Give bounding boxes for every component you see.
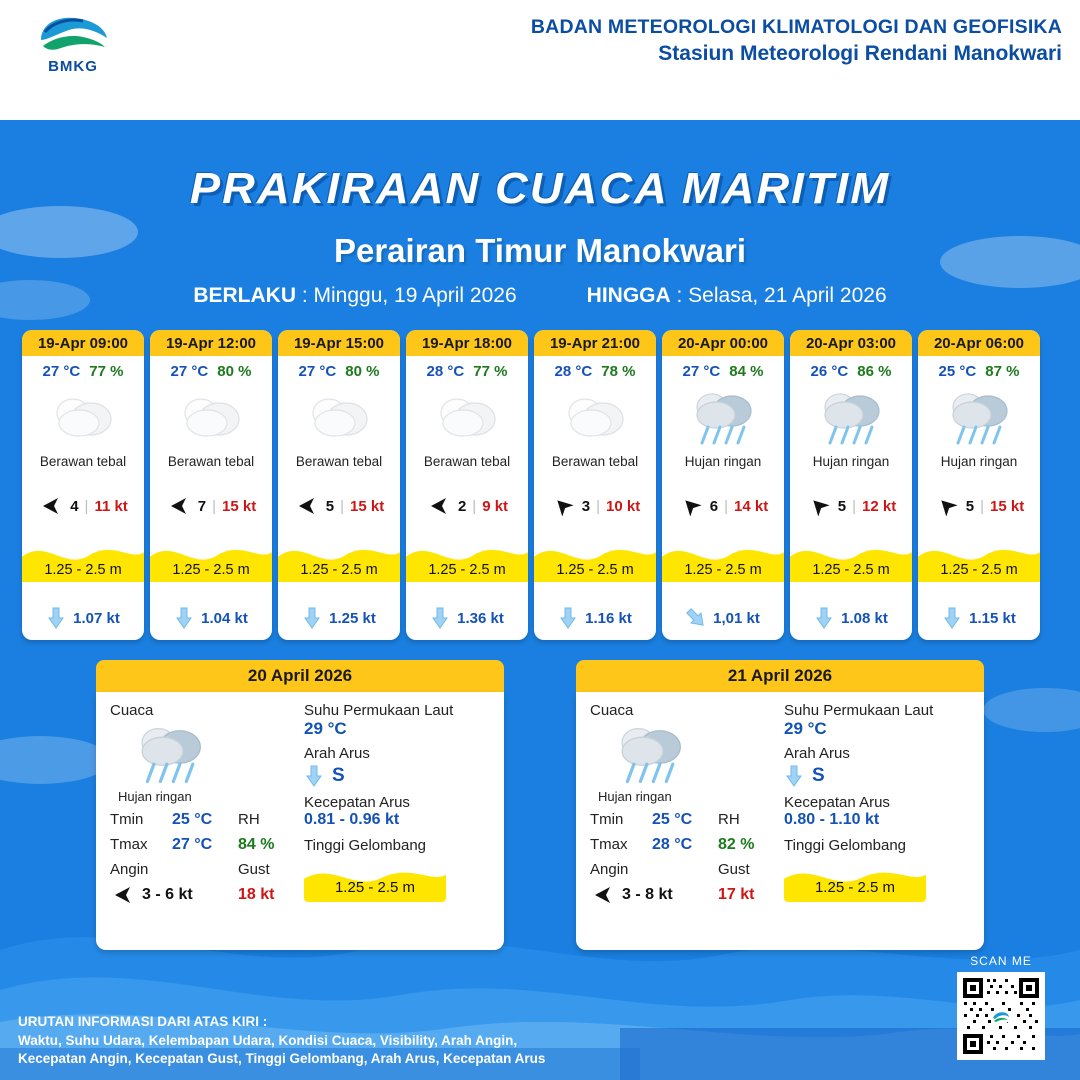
rain-icon: [128, 721, 212, 788]
card-current-speed: 1.04 kt: [201, 609, 248, 627]
card-wind-speed: 15 kt: [990, 497, 1025, 515]
daily-wave-label: Tinggi Gelombang: [784, 837, 907, 854]
card-humidity: 77 %: [89, 363, 124, 380]
daily-tmin-label: Tmin: [590, 811, 624, 828]
daily-tmax-row: [110, 829, 298, 854]
daily-rh-value: 82 %: [718, 836, 755, 853]
daily-forecast-panel: [96, 660, 504, 950]
daily-wind-value-wrap: [590, 885, 708, 905]
card-temp-rh: [918, 356, 1040, 382]
daily-condition: Hujan ringan: [118, 789, 192, 804]
card-temperature: 28 °C: [554, 363, 593, 380]
hourly-forecast-card: [790, 330, 912, 640]
card-humidity: 84 %: [729, 363, 764, 380]
rain-icon: [940, 387, 1018, 449]
daily-current-dir-value: S: [332, 765, 345, 786]
card-temperature: 27 °C: [298, 363, 337, 380]
daily-current-dir-row: [784, 764, 970, 788]
card-wind-speed: 12 kt: [862, 497, 897, 515]
valid-to-value: : Selasa, 21 April 2026: [676, 284, 887, 307]
card-current: [534, 606, 656, 630]
daily-tmax-value: 28 °C: [652, 836, 693, 853]
wind-direction-icon: [166, 496, 192, 516]
legend-line-1: Waktu, Suhu Udara, Kelembapan Udara, Kondisi Cuaca, Visibility, Arah Angin,: [18, 1032, 518, 1048]
card-condition: Berawan tebal: [295, 454, 383, 469]
daily-gust-label: Gust: [238, 861, 270, 878]
card-temperature: 27 °C: [170, 363, 209, 380]
card-wind-speed: 15 kt: [222, 497, 257, 515]
card-current-speed: 1.07 kt: [73, 609, 120, 627]
hourly-forecast-card: [406, 330, 528, 640]
valid-from-value: : Minggu, 19 April 2026: [301, 284, 517, 307]
daily-wind-label-wrap: [110, 861, 228, 878]
hourly-forecast-card: [662, 330, 784, 640]
daily-tmax-row: [590, 829, 778, 854]
cloudy-icon: [559, 389, 631, 447]
daily-tmin: [110, 811, 228, 829]
daily-body: [96, 692, 504, 950]
valid-to: [587, 284, 887, 308]
page-header: [0, 0, 1080, 100]
card-wind-value: 5: [325, 497, 335, 515]
current-direction-icon: [304, 764, 324, 788]
card-wind-speed: 14 kt: [734, 497, 769, 515]
scan-me-block[interactable]: [952, 954, 1050, 1060]
daily-gust-value: 17 kt: [718, 886, 755, 903]
card-wave-height: 1.25 - 2.5 m: [428, 562, 506, 578]
card-condition: Hujan ringan: [940, 454, 1018, 469]
daily-wind-value: 3 - 6 kt: [142, 886, 193, 903]
daily-wind-gust-labels: [110, 854, 298, 878]
card-wind-speed: 9 kt: [482, 497, 509, 515]
valid-from: [193, 284, 516, 308]
card-humidity: 86 %: [857, 363, 892, 380]
bmkg-logo: [18, 10, 128, 75]
daily-tmin: [590, 811, 708, 829]
card-current: [662, 606, 784, 630]
legend-note: [18, 1013, 618, 1068]
daily-wind-gust-values: [590, 878, 778, 905]
card-current: [790, 606, 912, 630]
legend-title: URUTAN INFORMASI DARI ATAS KIRI :: [18, 1014, 268, 1030]
header-titles: [531, 10, 1062, 66]
card-current-speed: 1.16 kt: [585, 609, 632, 627]
card-weather-icon: [150, 382, 272, 454]
card-wave-height: 1.25 - 2.5 m: [812, 562, 890, 578]
daily-wave-graphic: [784, 860, 926, 902]
card-condition: Berawan tebal: [39, 454, 127, 469]
daily-tmin-rh-row: [110, 804, 298, 829]
card-wind-speed: 15 kt: [350, 497, 385, 515]
card-current-speed: 1.08 kt: [841, 609, 888, 627]
hourly-forecast-card: [534, 330, 656, 640]
card-wave-height: 1.25 - 2.5 m: [300, 562, 378, 578]
card-current-speed: 1.36 kt: [457, 609, 504, 627]
rain-icon: [812, 387, 890, 449]
card-temp-rh: [406, 356, 528, 382]
card-wind: [22, 496, 144, 516]
daily-sst-value: 29 °C: [784, 719, 827, 738]
daily-gust-value-wrap: [718, 886, 754, 904]
card-wave-height: 1.25 - 2.5 m: [684, 562, 762, 578]
card-humidity: 80 %: [217, 363, 252, 380]
valid-from-label: BERLAKU: [193, 284, 296, 307]
card-temp-rh: [22, 356, 144, 382]
page-subtitle: Perairan Timur Manokwari: [333, 232, 747, 269]
daily-wave-graphic: [304, 860, 446, 902]
wind-direction-icon: [550, 496, 576, 516]
card-wind-value: 6: [709, 497, 719, 515]
daily-left-column: [590, 702, 778, 950]
card-wind-value: 7: [197, 497, 207, 515]
rain-icon: [608, 721, 692, 788]
daily-tmin-value: 25 °C: [652, 811, 693, 828]
daily-wind-label: Angin: [590, 861, 629, 878]
hourly-forecast-list: [22, 330, 1062, 640]
card-time: 19-Apr 21:00: [534, 330, 656, 356]
hourly-forecast-card: [150, 330, 272, 640]
cloudy-icon: [431, 389, 503, 447]
card-weather-icon: [534, 382, 656, 454]
current-direction-icon: [174, 606, 194, 630]
card-wind-speed: 10 kt: [606, 497, 641, 515]
card-condition: Berawan tebal: [167, 454, 255, 469]
daily-wave-value: 1.25 - 2.5 m: [334, 879, 416, 896]
daily-tmax: [110, 836, 228, 854]
card-wind: [662, 496, 784, 516]
legend-line-2: Kecepatan Angin, Kecepatan Gust, Tinggi Gelombang, Arah Arus, Kecepatan Arus: [18, 1050, 546, 1066]
card-time: 20-Apr 03:00: [790, 330, 912, 356]
daily-weather-icon: [110, 719, 298, 789]
daily-gust-label-wrap: [718, 861, 778, 878]
card-temp-rh: [150, 356, 272, 382]
current-direction-icon: [430, 606, 450, 630]
qr-code-icon: [961, 976, 1041, 1056]
daily-current-dir-row: [304, 764, 490, 788]
wind-direction-icon: [806, 496, 832, 516]
card-temperature: 27 °C: [682, 363, 721, 380]
card-wind: [278, 496, 400, 516]
daily-gust-value: 18 kt: [238, 886, 275, 903]
card-wave-height: 1.25 - 2.5 m: [172, 562, 250, 578]
card-wind-value: 5: [965, 497, 975, 515]
daily-wind-label: Angin: [110, 861, 149, 878]
daily-tmax-label: Tmax: [110, 836, 148, 853]
card-current: [22, 606, 144, 630]
card-humidity: 77 %: [473, 363, 508, 380]
daily-current-speed-value: 0.80 - 1.10 kt: [784, 811, 880, 828]
daily-current-speed-value: 0.81 - 0.96 kt: [304, 811, 400, 828]
station-name: Stasiun Meteorologi Rendani Manokwari: [658, 42, 1062, 65]
daily-body: [576, 692, 984, 950]
wind-direction-icon: [110, 885, 136, 905]
daily-forecast-panel: [576, 660, 984, 950]
card-time: 19-Apr 15:00: [278, 330, 400, 356]
card-humidity: 78 %: [601, 363, 636, 380]
card-wind: [790, 496, 912, 516]
daily-rh-value: 84 %: [238, 836, 275, 853]
card-current: [150, 606, 272, 630]
wind-direction-icon: [426, 496, 452, 516]
daily-current-speed-label: Kecepatan Arus: [304, 794, 410, 811]
current-direction-icon: [558, 606, 578, 630]
daily-forecast-list: [0, 660, 1080, 950]
card-temperature: 25 °C: [938, 363, 977, 380]
card-weather-icon: [22, 382, 144, 454]
daily-weather-label: Cuaca: [110, 702, 154, 719]
card-temp-rh: [278, 356, 400, 382]
card-wind-separator: |: [84, 497, 89, 515]
hourly-forecast-card: [22, 330, 144, 640]
daily-current-dir-label: Arah Arus: [304, 745, 370, 762]
cloudy-icon: [303, 389, 375, 447]
qr-code[interactable]: [957, 972, 1045, 1060]
card-current: [918, 606, 1040, 630]
daily-gust-value-wrap: [238, 886, 274, 904]
daily-rh-value-row: [718, 836, 754, 854]
card-time: 19-Apr 12:00: [150, 330, 272, 356]
daily-tmin-value: 25 °C: [172, 811, 213, 828]
wind-direction-icon: [934, 496, 960, 516]
cloudy-icon: [175, 389, 247, 447]
daily-date: 21 April 2026: [576, 660, 984, 692]
card-humidity: 87 %: [985, 363, 1020, 380]
card-temperature: 27 °C: [42, 363, 81, 380]
card-condition: Berawan tebal: [423, 454, 511, 469]
wind-direction-icon: [590, 885, 616, 905]
card-condition: Hujan ringan: [684, 454, 762, 469]
daily-current-dir-value: S: [812, 765, 825, 786]
daily-date: 20 April 2026: [96, 660, 504, 692]
daily-sst-label: Suhu Permukaan Laut: [784, 702, 934, 719]
card-humidity: 80 %: [345, 363, 380, 380]
card-current-speed: 1.25 kt: [329, 609, 376, 627]
card-wind: [918, 496, 1040, 516]
daily-wind-value-wrap: [110, 885, 228, 905]
rain-icon: [684, 387, 762, 449]
daily-current-dir-label: Arah Arus: [784, 745, 850, 762]
card-weather-icon: [662, 382, 784, 454]
cloudy-icon: [47, 389, 119, 447]
daily-tmin-rh-row: [590, 804, 778, 829]
valid-to-label: HINGGA: [586, 284, 671, 307]
card-condition: Hujan ringan: [812, 454, 890, 469]
daily-tmax-label: Tmax: [590, 836, 628, 853]
current-direction-icon: [784, 764, 804, 788]
daily-wave-label: Tinggi Gelombang: [304, 837, 427, 854]
card-current-speed: 1,01 kt: [713, 609, 760, 627]
current-direction-icon: [686, 606, 706, 630]
card-condition: Berawan tebal: [551, 454, 639, 469]
hourly-forecast-card: [918, 330, 1040, 640]
bmkg-logo-icon: [35, 10, 111, 56]
current-direction-icon: [814, 606, 834, 630]
card-current: [278, 606, 400, 630]
card-current-speed: 1.15 kt: [969, 609, 1016, 627]
card-wind-value: 2: [457, 497, 467, 515]
daily-wind-label-wrap: [590, 861, 708, 878]
card-time: 20-Apr 06:00: [918, 330, 1040, 356]
card-wind-separator: |: [212, 497, 217, 515]
card-weather-icon: [790, 382, 912, 454]
card-time: 19-Apr 18:00: [406, 330, 528, 356]
wind-direction-icon: [678, 496, 704, 516]
card-wind: [406, 496, 528, 516]
daily-rh: [718, 811, 752, 829]
page-title: PRAKIRAAN CUACA MARITIM: [189, 164, 891, 213]
daily-gust-label: Gust: [718, 861, 750, 878]
card-temp-rh: [790, 356, 912, 382]
card-weather-icon: [406, 382, 528, 454]
card-wind-value: 4: [70, 497, 79, 515]
current-direction-icon: [302, 606, 322, 630]
daily-condition: Hujan ringan: [598, 789, 672, 804]
daily-rh-label: RH: [718, 811, 740, 828]
card-wind-speed: 11 kt: [94, 497, 128, 515]
daily-rh-label: RH: [238, 811, 260, 828]
daily-rh-value-row: [238, 836, 274, 854]
daily-current-speed-label: Kecepatan Arus: [784, 794, 890, 811]
bmkg-logo-text: BMKG: [48, 58, 98, 75]
daily-sst-label: Suhu Permukaan Laut: [304, 702, 454, 719]
daily-tmin-label: Tmin: [110, 811, 144, 828]
daily-tmax: [590, 836, 708, 854]
daily-wave-value: 1.25 - 2.5 m: [814, 879, 896, 896]
card-time: 20-Apr 00:00: [662, 330, 784, 356]
wind-direction-icon: [38, 496, 64, 516]
daily-rh: [238, 811, 272, 829]
daily-weather-label: Cuaca: [590, 702, 634, 719]
card-current: [406, 606, 528, 630]
daily-tmax-value: 27 °C: [172, 836, 213, 853]
card-temp-rh: [662, 356, 784, 382]
card-wind-separator: |: [340, 497, 345, 515]
scan-me-label: SCAN ME: [970, 954, 1032, 968]
daily-weather-icon: [590, 719, 778, 789]
current-direction-icon: [942, 606, 962, 630]
agency-name: BADAN METEOROLOGI KLIMATOLOGI DAN GEOFISIKA: [530, 16, 1062, 38]
card-wind: [150, 496, 272, 516]
daily-gust-label-wrap: [238, 861, 298, 878]
card-wind-separator: |: [724, 497, 729, 515]
card-wave-height: 1.25 - 2.5 m: [940, 562, 1018, 578]
daily-right-column: [778, 702, 970, 950]
daily-sst-value: 29 °C: [304, 719, 347, 738]
daily-left-column: [110, 702, 298, 950]
card-temperature: 26 °C: [810, 363, 849, 380]
card-wind-separator: |: [472, 497, 477, 515]
card-wave-height: 1.25 - 2.5 m: [44, 562, 122, 578]
daily-wind-gust-values: [110, 878, 298, 905]
card-wind-separator: |: [852, 497, 857, 515]
card-weather-icon: [278, 382, 400, 454]
card-wind-value: 3: [581, 497, 591, 515]
card-wind-value: 5: [837, 497, 847, 515]
card-weather-icon: [918, 382, 1040, 454]
daily-right-column: [298, 702, 490, 950]
daily-wind-value: 3 - 8 kt: [622, 886, 673, 903]
wind-direction-icon: [294, 496, 320, 516]
validity-range: [0, 284, 1080, 308]
card-temp-rh: [534, 356, 656, 382]
hourly-forecast-card: [278, 330, 400, 640]
current-direction-icon: [46, 606, 66, 630]
card-wind-separator: |: [980, 497, 985, 515]
card-time: 19-Apr 09:00: [22, 330, 144, 356]
card-wind: [534, 496, 656, 516]
card-wind-separator: |: [596, 497, 601, 515]
card-temperature: 28 °C: [426, 363, 465, 380]
daily-wind-gust-labels: [590, 854, 778, 878]
card-wave-height: 1.25 - 2.5 m: [556, 562, 634, 578]
